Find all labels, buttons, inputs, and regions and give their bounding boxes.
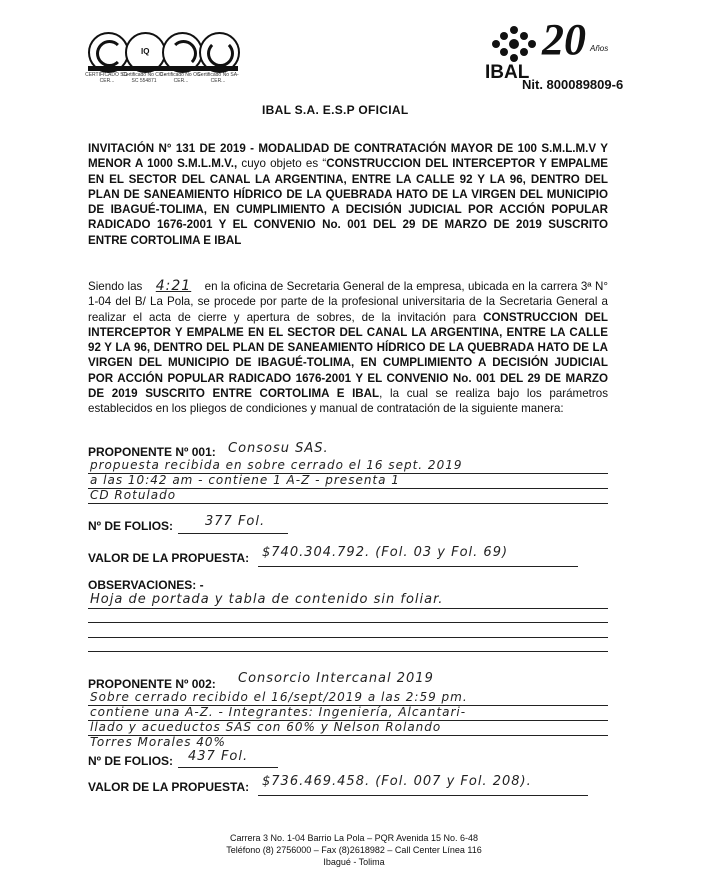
- proponente-002-note-2: contiene una A-Z. - Integrantes: Ingeniería, Alcantari-: [90, 705, 467, 719]
- valor-002-underline: [258, 795, 588, 796]
- iqnet-caption: Certificado No CO - SC 554871: [122, 72, 166, 84]
- observaciones-001-underline-2: [88, 622, 608, 623]
- proponente-001-note-3: CD Rotulado: [90, 488, 177, 502]
- act-object: CONSTRUCCION DEL INTERCEPTOR Y EMPALME EN EL SECTOR DEL CANAL LA ARGENTINA, ENTRE LA CALLE 92 Y LA 96, DENTRO DEL PLAN DE SANEAMIENTO HÍDRICO DE LA QUEBRADA HATO DE LA VIRGEN DEL MUNICIPIO DE IBAGUÉ-TOLIMA, EN CUMPLIMIENTO A DECISIÓN JUDICIAL POR ACCIÓN POPULAR RADICADO 1676-2001 Y EL CONVENIO No. 001 DEL 29 DE MARZO DE 2019 SUSCRITO ENTRE CORTOLIMA E IBAL: [88, 310, 608, 401]
- ohsas-band: [162, 66, 201, 71]
- proponente-001-note-2: a las 10:42 am - contiene 1 A-Z - presenta 1: [90, 473, 400, 487]
- invitation-object: CONSTRUCCION DEL INTERCEPTOR Y EMPALME EN EL SECTOR DEL CANAL LA ARGENTINA, ENTRE LA CALLE 92 Y LA 96, DENTRO DEL PLAN DE SANEAMIENTO HÍDRICO DE LA QUEBRADA HATO DE LA VIRGEN DEL MUNICIPIO DE IBAGUÉ-TOLIMA, EN CUMPLIMIENTO A DECISIÓN JUDICIAL POR ACCIÓN POPULAR RADICADO 1676-2001 Y EL CONVENIO No. 001 DEL 29 DE MARZO DE 2019 SUSCRITO ENTRE CORTOLIMA E IBAL: [88, 157, 608, 247]
- valor-001-underline: [258, 566, 578, 567]
- folios-002-label: Nº DE FOLIOS:: [88, 754, 174, 768]
- document-title: IBAL S.A. E.S.P OFICIAL: [262, 103, 409, 117]
- nit-number: Nit. 800089809-6: [522, 77, 624, 92]
- invitation-mid: cuyo objeto es “: [237, 157, 327, 171]
- iso-14001-caption: Certificado No SA-CER...: [197, 72, 239, 84]
- proponente-001-note-1: propuesta recibida en sobre cerrado el 16 sept. 2019: [90, 458, 463, 472]
- invitation-heading: INVITACIÓN N° 131 DE 2019 - MODALIDAD DE CONTRATACIÓN MAYOR DE 100 S.M.L.M.V Y MENOR A 1000 S.M.L.M.V.,: [88, 142, 608, 171]
- observaciones-001-underline-4: [88, 651, 608, 652]
- act-paragraph: [88, 279, 608, 417]
- anniversary-word: Años: [590, 44, 609, 53]
- footer-city: Ibagué - Tolima: [323, 857, 385, 867]
- observaciones-001-label: OBSERVACIONES: -: [88, 578, 204, 592]
- valor-002-value: $736.469.458. (Fol. 007 y Fol. 208).: [262, 774, 532, 789]
- valor-001-label: VALOR DE LA PROPUESTA:: [88, 551, 250, 565]
- iqnet-logo: IQ: [125, 32, 166, 73]
- proponente-002-note-3: llado y acueductos SAS con 60% y Nelson Rolando: [90, 720, 442, 734]
- folios-002-value: 437 Fol.: [188, 749, 249, 764]
- ibal-logo-mark: [488, 24, 540, 64]
- folios-001-underline: [178, 533, 288, 534]
- iqnet-band: [125, 66, 164, 71]
- folios-001-value: 377 Fol.: [205, 514, 266, 529]
- observaciones-001-underline-3: [88, 637, 608, 638]
- observaciones-001-underline-1: [88, 608, 608, 609]
- iso-14001-band: [199, 66, 238, 71]
- ohsas-caption: Certificado No OS-CER...: [160, 72, 202, 84]
- act-closing: , la cual se realiza bajo los parámetros establecidos en los pliegos de condiciones y manual de contratación de la siguiente manera:: [88, 387, 608, 416]
- ibal-logo-text: IBAL: [485, 62, 530, 83]
- proponente-002-name: Consorcio Intercanal 2019: [238, 671, 434, 686]
- invitation-paragraph: [88, 141, 608, 248]
- iso-9001-band: [88, 66, 127, 71]
- valor-001-value: $740.304.792. (Fol. 03 y Fol. 69): [262, 545, 509, 560]
- folios-002-underline: [178, 767, 278, 768]
- observaciones-001-value: Hoja de portada y tabla de contenido sin foliar.: [90, 592, 444, 607]
- act-body: en la oficina de Secretaria General de la empresa, ubicada en la carrera 3ª N° 1-04 del B/ La Pola, se procede por parte de la profesional universitaria de la Secretaria General a realizar el acta de cierre y apertura de sobres, de la invitación para: [88, 280, 608, 324]
- valor-002-label: VALOR DE LA PROPUESTA:: [88, 780, 250, 794]
- handwritten-time: 4:21: [155, 278, 192, 294]
- footer-phones: Teléfono (8) 2756000 – Fax (8)2618982 – Call Center Línea 116: [226, 845, 482, 855]
- proponente-001-label: PROPONENTE Nº 001:: [88, 445, 216, 459]
- proponente-001-underline-3: [88, 503, 608, 504]
- proponente-002-note-1: Sobre cerrado recibido el 16/sept/2019 a las 2:59 pm.: [90, 690, 468, 704]
- anniversary-number: 20: [542, 15, 586, 64]
- act-intro: Siendo las: [88, 280, 143, 293]
- footer-address: Carrera 3 No. 1-04 Barrio La Pola – PQR Avenida 15 No. 6-48: [230, 833, 478, 843]
- proponente-001-name: Consosu SAS.: [228, 441, 329, 456]
- proponente-002-label: PROPONENTE Nº 002:: [88, 677, 216, 691]
- iso-9001-caption: CERTIFICADO SC-CER...: [85, 72, 129, 84]
- folios-001-label: Nº DE FOLIOS:: [88, 519, 174, 533]
- proponente-002-note-4: Torres Morales 40%: [90, 735, 226, 749]
